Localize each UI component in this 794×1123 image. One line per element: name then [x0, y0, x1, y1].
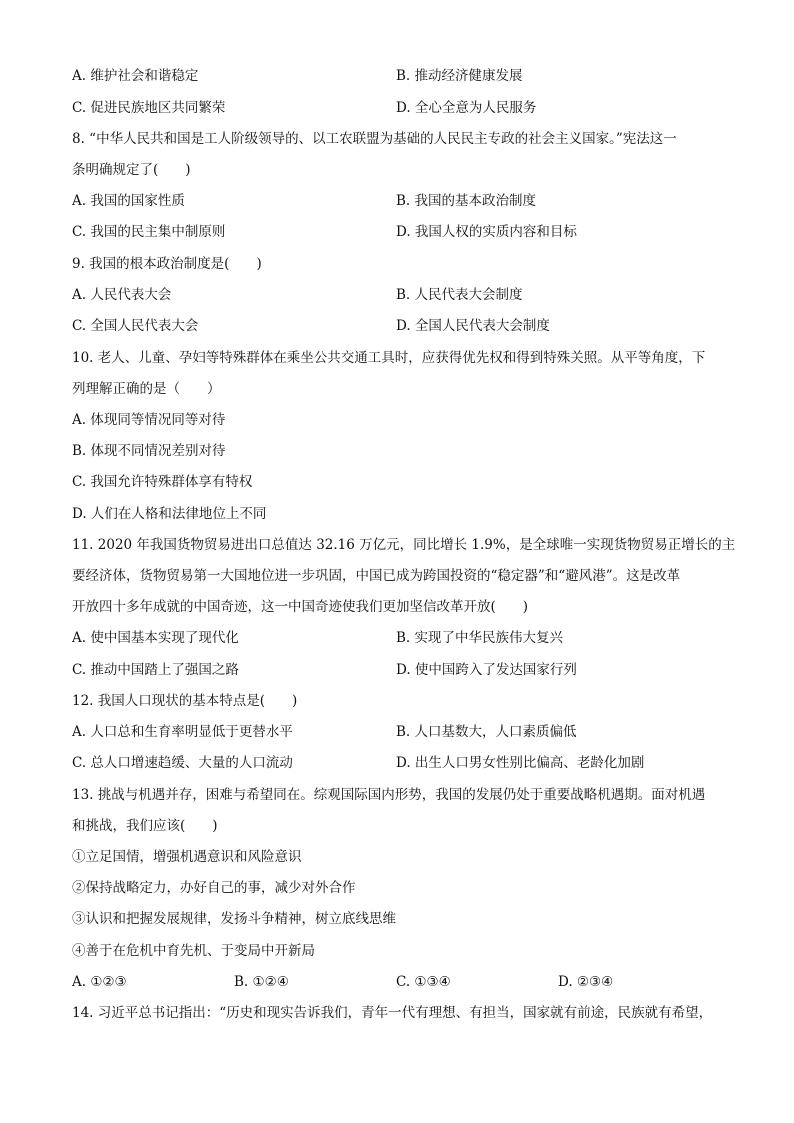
q10-option-c: C. 我国允许特殊群体享有特权 [72, 474, 253, 490]
q11-option-b: B. 实现了中华民族伟大复兴 [396, 630, 564, 646]
q13-item-2: ②保持战略定力，办好自己的事，减少对外合作 [72, 880, 356, 896]
q7-option-b: B. 推动经济健康发展 [396, 68, 523, 84]
q13-item-1: ①立足国情，增强机遇意识和风险意识 [72, 849, 302, 865]
q13-stem-line1: 13. 挑战与机遇并存，困难与希望同在。综观国际国内形势，我国的发展仍处于重要战略机遇期。面对机遇 [72, 787, 706, 803]
q12-option-d: D. 出生人口男女性别比偏高、老龄化加剧 [396, 755, 645, 771]
q11-stem-line3: 开放四十多年成就的中国奇迹，这一中国奇迹使我们更加坚信改革开放( ) [72, 599, 529, 615]
q7-option-c: C. 促进民族地区共同繁荣 [72, 100, 226, 116]
q10-stem-line1: 10. 老人、儿童、孕妇等特殊群体在乘坐公共交通工具时，应获得优先权和得到特殊关照。从平等角度，下 [72, 350, 706, 366]
q11-option-d: D. 使中国跨入了发达国家行列 [396, 662, 577, 678]
q8-stem-line2: 条明确规定了( ) [72, 162, 191, 178]
q12-option-a: A. 人口总和生育率明显低于更替水平 [72, 724, 293, 740]
q7-option-a: A. 维护社会和谐稳定 [72, 68, 199, 84]
q14-stem-line1: 14. 习近平总书记指出：“历史和现实告诉我们，青年一代有理想、有担当，国家就有前途，民族就有希望， [72, 1005, 713, 1021]
q10-option-b: B. 体现不同情况差别对待 [72, 443, 226, 459]
q11-option-c: C. 推动中国踏上了强国之路 [72, 662, 239, 678]
q9-option-d: D. 全国人民代表大会制度 [396, 318, 550, 334]
q9-option-b: B. 人民代表大会制度 [396, 287, 523, 303]
q9-stem: 9. 我国的根本政治制度是( ) [72, 256, 262, 272]
q8-option-d: D. 我国人权的实质内容和目标 [396, 224, 577, 240]
q12-stem: 12. 我国人口现状的基本特点是( ) [72, 693, 298, 709]
q13-option-a: A. ①②③ [72, 974, 127, 990]
q13-option-c: C. ①③④ [396, 974, 451, 990]
q10-option-a: A. 体现同等情况同等对待 [72, 412, 226, 428]
q13-option-b: B. ①②④ [234, 974, 289, 990]
q11-option-a: A. 使中国基本实现了现代化 [72, 630, 239, 646]
q12-option-c: C. 总人口增速趋缓、大量的人口流动 [72, 755, 293, 771]
q13-item-4: ④善于在危机中育先机、于变局中开新局 [72, 943, 315, 959]
q7-option-d: D. 全心全意为人民服务 [396, 100, 537, 116]
q13-stem-line2: 和挑战，我们应该( ) [72, 818, 218, 834]
q13-item-3: ③认识和把握发展规律，发扬斗争精神，树立底线思维 [72, 911, 396, 927]
q9-option-a: A. 人民代表大会 [72, 287, 172, 303]
q9-option-c: C. 全国人民代表大会 [72, 318, 199, 334]
q11-stem-line2: 要经济体，货物贸易第一大国地位进一步巩固，中国已成为跨国投资的“稳定器”和“避风港”。这是改革 [72, 568, 681, 584]
q13-option-d: D. ②③④ [558, 974, 614, 990]
q10-stem-line2: 列理解正确的是（ ） [72, 381, 221, 397]
q8-option-a: A. 我国的国家性质 [72, 193, 185, 209]
q11-stem-line1: 11. 2020 年我国货物贸易进出口总值达 32.16 万亿元，同比增长 1.9%，是全球唯一实现货物贸易正增长的主 [72, 537, 736, 553]
q8-option-c: C. 我国的民主集中制原则 [72, 224, 226, 240]
q12-option-b: B. 人口基数大，人口素质偏低 [396, 724, 577, 740]
q10-option-d: D. 人们在人格和法律地位上不同 [72, 506, 267, 522]
q8-stem-line1: 8. “中华人民共和国是工人阶级领导的、以工农联盟为基础的人民民主专政的社会主义国家。”宪法这一 [72, 131, 677, 147]
q8-option-b: B. 我国的基本政治制度 [396, 193, 537, 209]
